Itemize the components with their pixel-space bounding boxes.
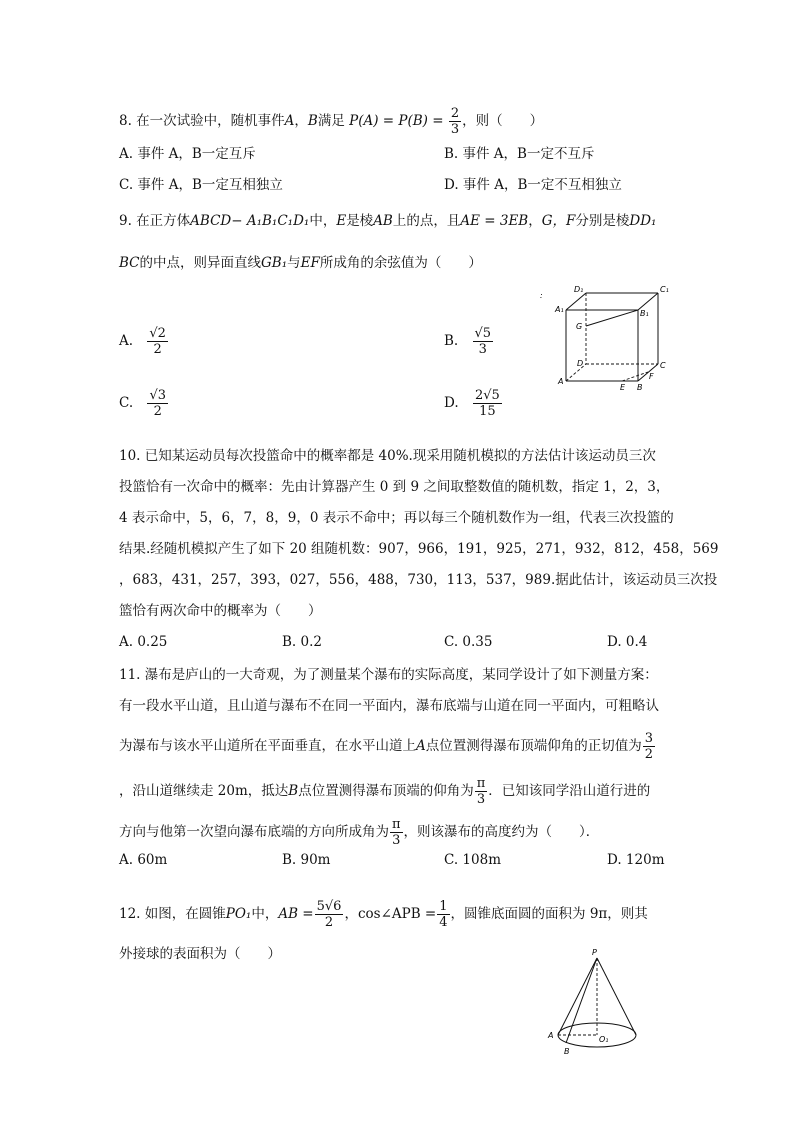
q12-line1-d: ，圆锥底面圆的面积为 9π，则其 [450, 906, 648, 922]
q8-fraction [449, 106, 461, 137]
q8-option-d: D. 事件 A，B一定不互相独立 [444, 177, 622, 193]
q9-dd1: DD₁ [629, 213, 657, 229]
q11-line3-den: 2 [644, 747, 654, 762]
cone-label-b: B [564, 1047, 570, 1056]
cube-label-b: B [637, 383, 643, 392]
q8-option-a: A. 事件 A，B一定互斥 [119, 146, 256, 162]
q9-opt-c-label: C. [119, 395, 134, 411]
cube-colon: : [540, 291, 543, 300]
cone-label-a: A [548, 1031, 554, 1040]
q10-line-4: 结果.经随机模拟产生了如下 20 组随机数：907，966，191，925，271，932，812，458，569 [119, 541, 719, 557]
q9-cube-name: ABCD− A₁B₁C₁D₁ [190, 213, 310, 229]
q11-line5-frac [390, 817, 403, 848]
cone-label-p: P [592, 948, 597, 957]
q12-ab-eq: AB = [278, 906, 314, 922]
q9-option-b [444, 326, 494, 357]
q9-opt-c-den: 2 [153, 404, 162, 419]
q9-option-a [119, 326, 169, 357]
cone-label-o1: O₁ [599, 1035, 609, 1044]
q9-line1-b: 中， [309, 213, 337, 229]
q9-line2-c: 与 [287, 255, 301, 271]
q12-line-2: 外接球的表面积为（ ） [119, 946, 281, 962]
q9-bc: BC [119, 255, 140, 271]
q9-line1-f: 分别是棱 [575, 213, 630, 229]
q11-line3-num: 3 [644, 731, 654, 746]
q9-opt-d-den: 15 [479, 404, 496, 419]
q9-ab: AB [373, 213, 393, 229]
q12-ab-den: 2 [324, 915, 334, 930]
q9-line1-c: 是棱 [346, 213, 374, 229]
q11-option-c: C. 108m [444, 852, 501, 868]
q9-line-2 [119, 253, 482, 273]
q9-line1-e: ， [528, 213, 542, 229]
q11-line4-frac [475, 776, 488, 807]
cube-edge-b-c [638, 364, 658, 381]
q8-option-b: B. 事件 A，B一定不互斥 [444, 146, 595, 162]
q9-opt-a-den: 2 [153, 342, 162, 357]
q9-ae-eq: AE = 3EB [460, 213, 529, 229]
q9-opt-d-frac [473, 388, 502, 419]
q8-stem [119, 106, 543, 137]
q12-line1-b: 中， [251, 906, 279, 922]
q12-ab-num: 5√6 [316, 899, 342, 914]
cube-label-c: C [660, 361, 666, 370]
q9-opt-c-frac [147, 388, 168, 419]
q9-opt-b-label: B. [444, 333, 459, 349]
q11-line-3 [119, 731, 656, 762]
q11-line3-var: A [416, 738, 426, 754]
q10-line-2: 投篮恰有一次命中的概率：先由计算器产生 0 到 9 之间取整数值的随机数，指定 1，2，3， [119, 479, 670, 495]
q12-cos-den: 4 [439, 915, 448, 930]
q10-option-c: C. 0.35 [444, 634, 493, 650]
cube-label-a: A [558, 377, 564, 386]
cube-label-c1: C₁ [660, 285, 669, 294]
cube-label-b1: B₁ [640, 309, 649, 318]
cube-label-d1: D₁ [574, 285, 584, 294]
q9-line-1 [119, 211, 656, 231]
q11-line5-a: 方向与他第一次望向瀑布底端的方向所成角为 [119, 824, 389, 840]
q8-stem-b: 满足 [317, 113, 345, 129]
q9-e-var: E [336, 213, 347, 229]
q9-line2-b: 的中点，则异面直线 [139, 255, 262, 271]
q9-line1-d: 上的点，且 [392, 213, 461, 229]
q8-comma: ， [294, 113, 308, 129]
q11-line-2: 有一段水平山道，且山道与瀑布不在同一平面内，瀑布底端与山道在同一平面内，可粗略认 [119, 698, 659, 714]
cube-edge-a1-d1 [566, 293, 586, 310]
q10-line-5: ，683，431，257，393，027，556，488，730，113，537，989.据此估计，该运动员三次投 [119, 572, 718, 588]
q11-line3-b: 点位置测得瀑布顶端仰角的正切值为 [425, 738, 642, 754]
q8-var-a: A [284, 113, 295, 129]
cube-label-f: F [649, 372, 654, 381]
q11-line4-a: ，沿山道继续走 20m，抵达 [119, 783, 289, 799]
q11-option-a: A. 60m [119, 852, 168, 868]
q9-opt-c-num: √3 [149, 388, 166, 403]
cone-edge-p-b [566, 958, 597, 1043]
cube-label-d: D [577, 359, 584, 368]
q11-line3-frac [643, 731, 655, 762]
cube-segment-e-f [622, 372, 648, 381]
q11-line-5 [119, 817, 599, 848]
q9-opt-b-den: 3 [478, 342, 487, 357]
cone-figure [540, 944, 650, 1062]
q10-option-a: A. 0.25 [119, 634, 168, 650]
q8-option-c: C. 事件 A，B一定互相独立 [119, 177, 283, 193]
q11-line3-a: 为瀑布与该水平山道所在平面垂直，在水平山道上 [119, 738, 416, 754]
q12-cos-num: 1 [439, 899, 448, 914]
q12-line1-c: ， [344, 906, 358, 922]
q11-line4-var: B [288, 783, 299, 799]
q9-opt-d-num: 2√5 [474, 388, 500, 403]
q9-line2-d: 所成角的余弦值为（ ） [319, 255, 482, 271]
q10-line-1: 10. 已知某运动员每次投篮命中的概率都是 40%.现采用随机模拟的方法估计该运动员三次 [119, 448, 656, 464]
q9-opt-a-frac [147, 326, 168, 357]
q11-line4-c: ．已知该同学沿山道行进的 [488, 783, 651, 799]
q11-line4-num: π [476, 776, 486, 791]
q12-cos-frac [437, 899, 449, 930]
q11-line5-num: π [392, 817, 401, 832]
q9-line1-a: 9. 在正方体 [119, 213, 191, 229]
q11-line-1: 11. 瀑布是庐山的一大奇观，为了测量某个瀑布的实际高度，某同学设计了如下测量方案： [119, 667, 658, 683]
q11-line4-b: 点位置测得瀑布顶端的仰角为 [298, 783, 474, 799]
cube-label-g: G [576, 322, 583, 331]
q8-stem-c: ，则（ ） [462, 113, 544, 129]
q10-line-3: 4 表示命中，5，6，7，8，9，0 表示不命中；再以每三个随机数作为一组，代表三次投篮的 [119, 510, 674, 526]
q10-option-b: B. 0.2 [282, 634, 322, 650]
q10-line-6: 篮恰有两次命中的概率为（ ） [119, 603, 322, 619]
q8-frac-den: 3 [450, 122, 460, 137]
q9-opt-a-num: √2 [149, 326, 166, 341]
q12-ab-frac [315, 899, 344, 930]
q8-var-b: B [307, 113, 318, 129]
cube-segment-g-b1 [586, 310, 638, 326]
q12-cos-eq: cos∠APB = [357, 906, 437, 922]
cube-label-e: E [620, 383, 626, 392]
q10-option-d: D. 0.4 [607, 634, 648, 650]
q9-opt-d-label: D. [444, 395, 459, 411]
q12-line1-a: 12. 如图，在圆锥 [119, 906, 226, 922]
q12-po1: PO₁ [225, 906, 252, 922]
q11-line-4 [119, 776, 650, 807]
q11-line4-den: 3 [476, 792, 486, 807]
q9-opt-b-frac [473, 326, 494, 357]
cube-edge-b1-c1 [638, 293, 658, 310]
q12-line-1 [119, 899, 648, 930]
q11-option-d: D. 120m [607, 852, 665, 868]
q11-line5-den: 3 [392, 833, 401, 848]
q9-option-c [119, 388, 169, 419]
q8-stem-a: 8. 在一次试验中，随机事件 [119, 113, 285, 129]
cube-figure [540, 284, 675, 394]
q8-formula-left: P(A) = P(B) = [349, 113, 444, 129]
q11-line5-b: ，则该瀑布的高度约为（ ）． [403, 824, 600, 840]
q8-frac-num: 2 [450, 106, 460, 121]
q9-opt-a-label: A. [119, 333, 134, 349]
q9-opt-b-num: √5 [474, 326, 492, 341]
q9-gf: G，F [541, 213, 576, 229]
q9-option-d [444, 388, 503, 419]
q9-gb1: GB₁ [261, 255, 288, 271]
q9-ef: EF [300, 255, 320, 271]
q11-option-b: B. 90m [282, 852, 331, 868]
cube-label-a1: A₁ [555, 305, 564, 314]
